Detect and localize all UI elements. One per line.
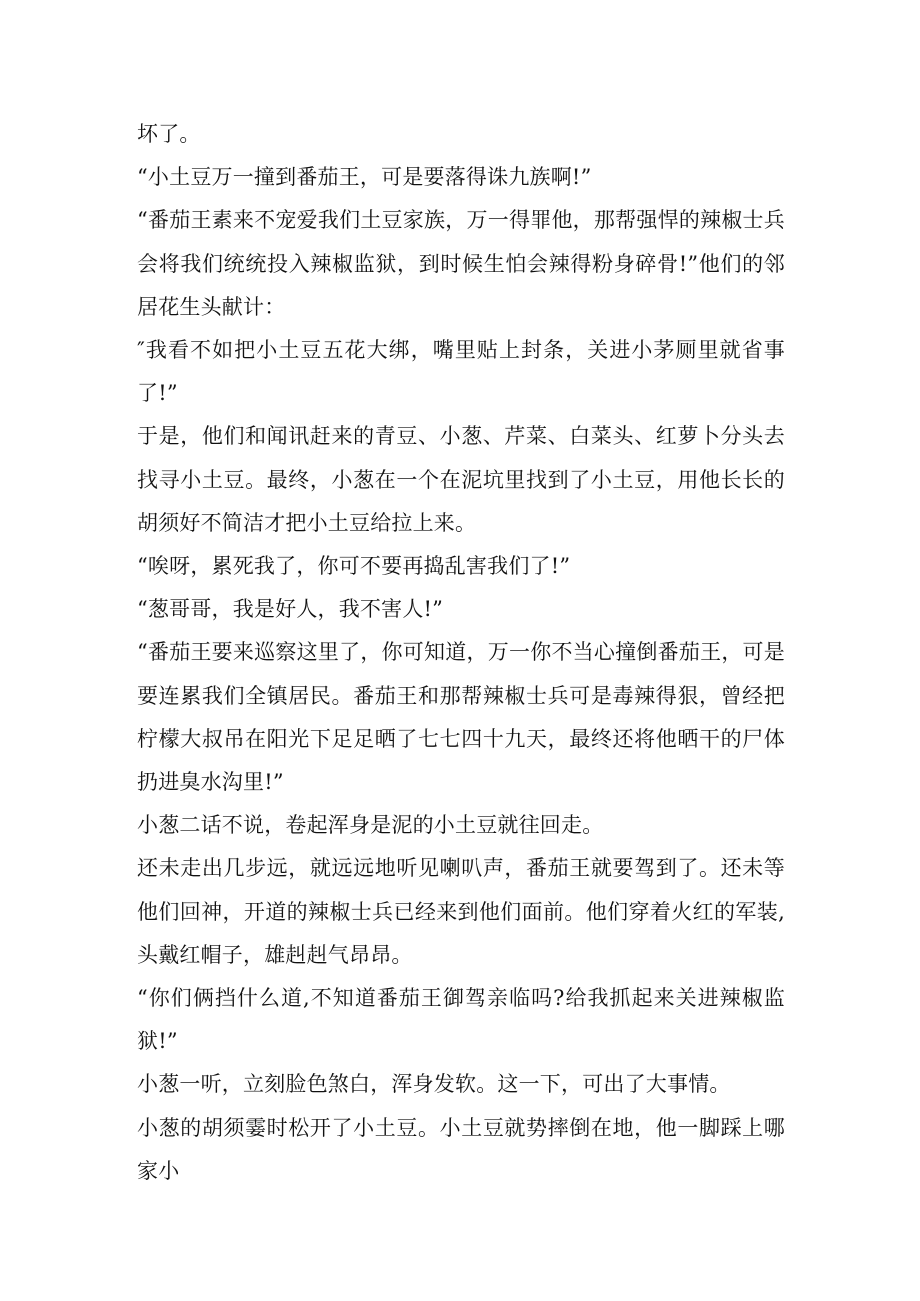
paragraph: “唉呀，累死我了，你可不要再捣乱害我们了!” bbox=[137, 554, 571, 579]
paragraph: 坏了。 bbox=[137, 122, 201, 146]
paragraph: 小葱的胡须霎时松开了小土豆。小土豆就势摔倒在地，他一脚踩上哪家小 bbox=[137, 1115, 785, 1183]
paragraph: 还未走出几步远，就远远地听见喇叭声，番茄王就要驾到了。还未等他们回神，开道的辣椒士兵已经来到他们面前。他们穿着火红的军装,头戴红帽子，雄赳赳气昂昂。 bbox=[137, 856, 785, 967]
paragraph: “小土豆万一撞到番茄王，可是要落得诛九族啊!” bbox=[137, 165, 592, 190]
paragraph: “你们俩挡什么道,不知道番茄王御驾亲临吗?给我抓起来关进辣椒监狱!” bbox=[137, 986, 785, 1054]
paragraph: “葱哥哥，我是好人，我不害人!” bbox=[137, 597, 444, 622]
paragraph: “番茄王素来不宠爱我们土豆家族，万一得罪他，那帮强悍的辣椒士兵会将我们统统投入辣椒监狱，到时候生怕会辣得粉身碎骨!”他们的邻居花生头献计： bbox=[137, 208, 785, 319]
document-body bbox=[137, 113, 785, 1193]
paragraph: 小葱二话不说，卷起浑身是泥的小土豆就往回走。 bbox=[137, 813, 604, 838]
paragraph: 于是，他们和闻讯赶来的青豆、小葱、芹菜、白菜头、红萝卜分头去找寻小土豆。最终，小葱在一个在泥坑里找到了小土豆，用他长长的胡须好不简洁才把小土豆给拉上来。 bbox=[137, 424, 785, 535]
paragraph: ″我看不如把小土豆五花大绑，嘴里贴上封条，关进小茅厕里就省事了!” bbox=[137, 338, 785, 406]
paragraph: 小葱一听，立刻脸色煞白，浑身发软。这一下，可出了大事情。 bbox=[137, 1072, 731, 1097]
paragraph: “番茄王要来巡察这里了，你可知道，万一你不当心撞倒番茄王，可是要连累我们全镇居民。番茄王和那帮辣椒士兵可是毒辣得狠，曾经把柠檬大叔吊在阳光下足足晒了七七四十九天，最终还将他晒干的尸体扔进臭水沟里!” bbox=[137, 640, 785, 795]
